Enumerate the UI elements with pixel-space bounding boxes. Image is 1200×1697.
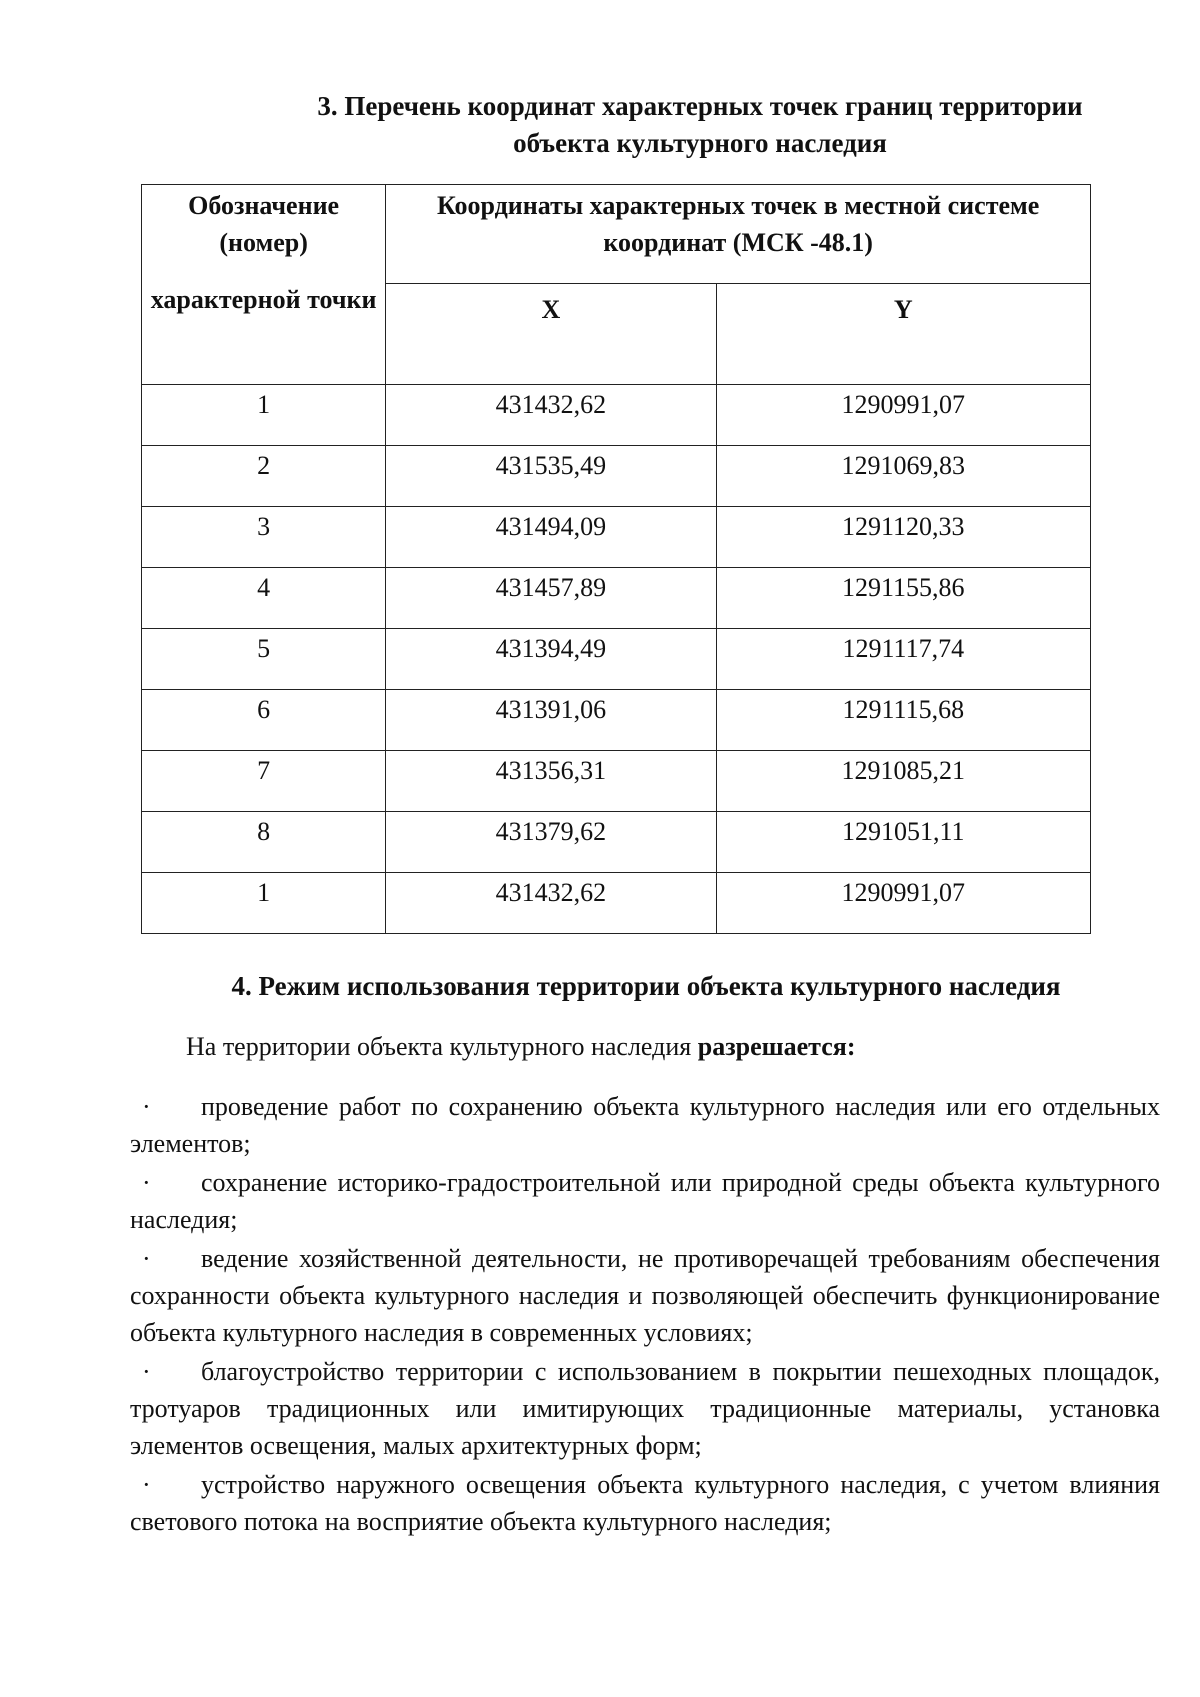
bullet-text: ведение хозяйственной деятельности, не противоречащей требованиям обеспечения сохранности объекта культурного наследия и позволяющей обеспечить функционирование объекта культурного наследия в современных условиях; [130, 1244, 1160, 1347]
header-point-number-line2: характерной точки [150, 285, 377, 314]
bullet-text: проведение работ по сохранению объекта культурного наследия или его отдельных элементов; [130, 1092, 1160, 1158]
cell-x: 431457,89 [386, 568, 716, 629]
table-row [142, 690, 1091, 751]
header-coordinates: Координаты характерных точек в местной системе координат (МСК -48.1) [386, 185, 1091, 284]
coordinates-table [141, 184, 1091, 934]
list-item [130, 1240, 1160, 1351]
table-row [142, 873, 1091, 934]
bullet-text: сохранение историко-градостроительной или природной среды объекта культурного наследия; [130, 1168, 1160, 1234]
intro-paragraph [186, 1028, 1086, 1065]
list-item [130, 1088, 1160, 1162]
cell-n: 3 [142, 507, 386, 568]
cell-y: 1291051,11 [716, 812, 1090, 873]
cell-y: 1291120,33 [716, 507, 1090, 568]
list-item [130, 1164, 1160, 1238]
table-row [142, 446, 1091, 507]
cell-y: 1291115,68 [716, 690, 1090, 751]
cell-x: 431394,49 [386, 629, 716, 690]
bullet-dot: · [142, 1168, 151, 1197]
table-row [142, 751, 1091, 812]
table-row [142, 629, 1091, 690]
header-point-number-line1: Обозначение (номер) [188, 191, 340, 257]
cell-n: 7 [142, 751, 386, 812]
cell-x: 431432,62 [386, 873, 716, 934]
bullet-text: устройство наружного освещения объекта культурного наследия, с учетом влияния светового потока на восприятие объекта культурного наследия; [130, 1470, 1160, 1536]
cell-n: 4 [142, 568, 386, 629]
cell-n: 1 [142, 385, 386, 446]
cell-x: 431494,09 [386, 507, 716, 568]
header-point-number [142, 185, 386, 385]
cell-y: 1291117,74 [716, 629, 1090, 690]
cell-x: 431535,49 [386, 446, 716, 507]
cell-x: 431356,31 [386, 751, 716, 812]
table-row [142, 568, 1091, 629]
cell-y: 1291085,21 [716, 751, 1090, 812]
bullet-dot: · [142, 1092, 151, 1121]
cell-x: 431432,62 [386, 385, 716, 446]
bullet-dot: · [142, 1357, 151, 1386]
list-item [130, 1353, 1160, 1464]
bullet-list [130, 1088, 1160, 1542]
header-x: X [386, 284, 716, 385]
cell-n: 5 [142, 629, 386, 690]
header-y: Y [716, 284, 1090, 385]
table-row [142, 385, 1091, 446]
section-4-title: 4. Режим использования территории объекта культурного наследия [231, 971, 1061, 1001]
cell-y: 1291155,86 [716, 568, 1090, 629]
cell-n: 1 [142, 873, 386, 934]
list-item [130, 1466, 1160, 1540]
table-row [142, 812, 1091, 873]
cell-y: 1290991,07 [716, 873, 1090, 934]
cell-y: 1290991,07 [716, 385, 1090, 446]
intro-text: На территории объекта культурного наследия [186, 1032, 692, 1061]
cell-n: 2 [142, 446, 386, 507]
bullet-text: благоустройство территории с использованием в покрытии пешеходных площадок, тротуаров традиционных или имитирующих традиционные материалы, установка элементов освещения, малых архитектурных форм; [130, 1357, 1160, 1460]
table-row [142, 507, 1091, 568]
cell-n: 6 [142, 690, 386, 751]
intro-bold: разрешается: [697, 1032, 856, 1061]
cell-x: 431379,62 [386, 812, 716, 873]
cell-x: 431391,06 [386, 690, 716, 751]
section-3-title: 3. Перечень координат характерных точек границ территории объекта культурного наследия [317, 91, 1083, 158]
cell-n: 8 [142, 812, 386, 873]
cell-y: 1291069,83 [716, 446, 1090, 507]
bullet-dot: · [142, 1470, 151, 1499]
bullet-dot: · [142, 1244, 151, 1273]
